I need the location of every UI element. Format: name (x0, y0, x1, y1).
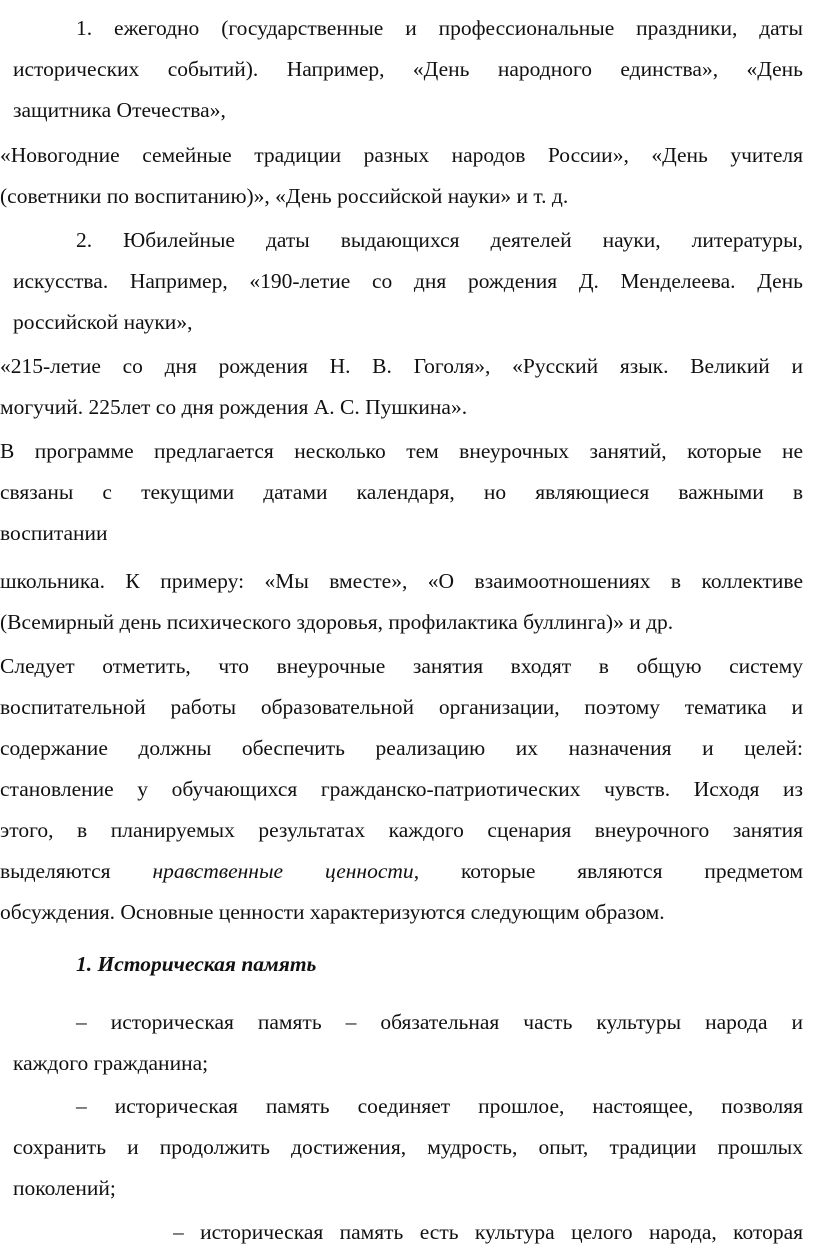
text-line-with-emphasis (0, 851, 803, 892)
text-line: 2. Юбилейные даты выдающихся деятелей науки, литературы, (76, 228, 803, 252)
text-line: этого, в планируемых результатах каждого сценария внеурочного занятия (0, 818, 803, 842)
text-line: российской науки», (13, 310, 193, 334)
text-line: – историческая память есть культура целого народа, которая (173, 1220, 803, 1244)
paragraph-annual-dates (13, 8, 803, 131)
text-line: воспитании (0, 521, 108, 545)
emphasis-moral-values: нравственные ценности (152, 859, 414, 883)
text-line: Следует отметить, что внеурочные занятия входят в общую систему (0, 654, 803, 678)
section-heading: 1. Историческая память (76, 952, 317, 976)
text-line: «Новогодние семейные традиции разных народов России», «День учителя (0, 143, 803, 167)
text-fragment: выделяются (0, 859, 111, 883)
text-line: – историческая память – обязательная часть культуры народа и (76, 1010, 803, 1034)
bullet-item (173, 1212, 803, 1253)
text-line: В программе предлагается несколько тем внеурочных занятий, которые не (0, 439, 803, 463)
text-line: сохранить и продолжить достижения, мудрость, опыт, традиции прошлых (13, 1135, 803, 1159)
text-line: (Всемирный день психического здоровья, профилактика буллинга)» и др. (0, 610, 674, 634)
paragraph-program-topics (0, 431, 803, 554)
text-line: – историческая память соединяет прошлое, настоящее, позволяя (76, 1094, 803, 1118)
text-line: каждого гражданина; (13, 1051, 209, 1075)
paragraph-topic-examples (0, 561, 803, 643)
text-line: поколений; (13, 1176, 116, 1200)
paragraph-anniversaries (13, 220, 803, 343)
text-line: исторических событий). Например, «День народного единства», «День (13, 57, 803, 81)
text-line: школьника. К примеру: «Мы вместе», «О взаимоотношениях в коллективе (0, 569, 803, 593)
bullet-item (13, 1002, 803, 1084)
text-line: содержание должны обеспечить реализацию их назначения и целей: (0, 736, 803, 760)
text-line: 1. ежегодно (государственные и профессиональные праздники, даты (76, 16, 803, 40)
text-line: могучий. 225лет со дня рождения А. С. Пушкина». (0, 395, 468, 419)
paragraph-values (0, 646, 803, 933)
text-fragment: , которые являются предметом (413, 859, 803, 883)
text-line: «215-летие со дня рождения Н. В. Гоголя», «Русский язык. Великий и (0, 354, 803, 378)
text-line: становление у обучающихся гражданско-патриотических чувств. Исходя из (0, 777, 803, 801)
bullet-item (13, 1086, 803, 1209)
text-line: связаны с текущими датами календаря, но являющиеся важными в (0, 480, 803, 504)
text-line: защитника Отечества», (13, 98, 226, 122)
text-line: воспитательной работы образовательной организации, поэтому тематика и (0, 695, 803, 719)
text-line: (советники по воспитанию)», «День российской науки» и т. д. (0, 184, 569, 208)
text-line: искусства. Например, «190-летие со дня рождения Д. Менделеева. День (13, 269, 803, 293)
paragraph-holiday-examples (0, 135, 803, 217)
paragraph-anniversary-examples (0, 346, 803, 428)
text-line: обсуждения. Основные ценности характеризуются следующим образом. (0, 900, 665, 924)
